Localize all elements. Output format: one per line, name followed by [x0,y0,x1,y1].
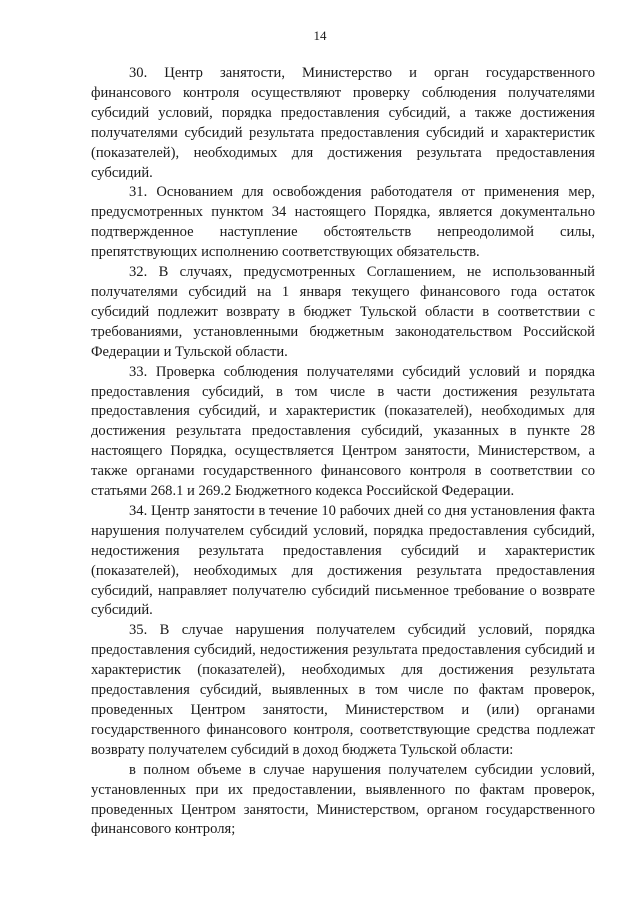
paragraph-32: 32. В случаях, предусмотренных Соглашением, не использованный получателями субсидий на 1 января текущего финансового года остаток субсидий подлежит возврату в бюджет Тульской области в соответствии с требованиями, установленными бюджетным законодательством Российской Федерации и Тульской области. [91,264,595,360]
paragraph-35-clause: в полном объеме в случае нарушения получателем субсидии условий, установленных при их предоставлении, выявленного по фактам проверок, проведенных Центром занятости, Министерством, органом государственного финансового контроля; [91,761,595,838]
paragraph-31: 31. Основанием для освобождения работодателя от применения мер, предусмотренных пунктом 34 настоящего Порядка, является документально подтвержденное наступление обстоятельств непреодолимой силы, препятствующих исполнению соответствующих обязательств. [91,184,595,261]
paragraph-35: 35. В случае нарушения получателем субсидий условий, порядка предоставления субсидий, недостижения результата предоставления субсидий и характеристик (показателей), необходимых для достижения результата предоставления субсидий, выявленных в том числе по фактам проверок, проведенных Центром занятости, Министерством и (или) органами государственного финансового контроля, соответствующие средства подлежат возврату получателем субсидий в доход бюджета Тульской области: [91,622,595,758]
paragraph-30: 30. Центр занятости, Министерство и орган государственного финансового контроля осуществляют проверку соблюдения получателями субсидий условий, порядка предоставления субсидий, а также достижения получателями субсидий результата предоставления субсидий и характеристик (показателей), необходимых для достижения результата предоставления субсидий. [91,65,595,181]
page-number: 14 [313,28,327,43]
paragraph-34: 34. Центр занятости в течение 10 рабочих дней со дня установления факта нарушения получателем субсидий условий, порядка предоставления субсидий, недостижения результата предоставления субсидий и характеристик (показателей), необходимых для достижения результата предоставления субсидий, направляет получателю субсидий письменное требование о возврате субсидий. [91,502,595,619]
paragraph-33: 33. Проверка соблюдения получателями субсидий условий и порядка предоставления субсидий, в том числе в части достижения результата предоставления субсидий, и характеристик (показателей), необходимых для достижения результата предоставления субсидий, указанных в пункте 28 настоящего Порядка, осуществляется Центром занятости, Министерством, а также органами государственного финансового контроля в соответствии со статьями 268.1 и 269.2 Бюджетного кодекса Российской Федерации. [91,363,595,500]
document-body [91,64,595,840]
